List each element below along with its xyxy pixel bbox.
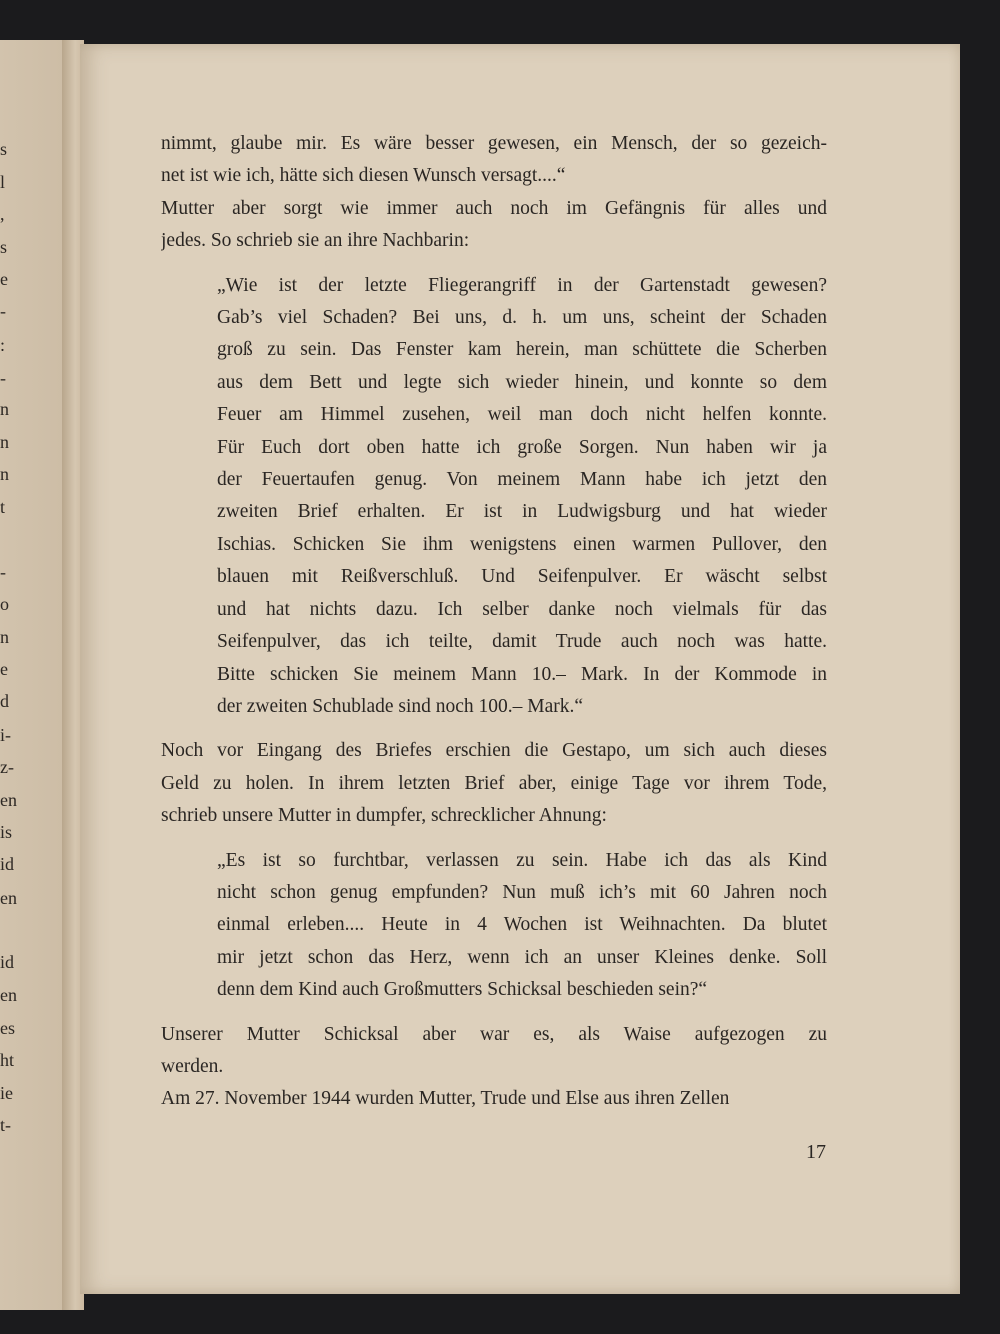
text-line: einmal erleben.... Heute in 4 Wochen ist Weihnachten. Da blutet [217,914,827,936]
quoted-letter [217,270,827,724]
text-line: werden. [161,1055,224,1077]
left-page-fragment: n [0,627,9,647]
text-line: Bitte schicken Sie meinem Mann 10.– Mark. In der Kommode in [217,663,827,685]
left-page-fragment: en [0,790,17,810]
left-page-fragment: en [0,888,17,908]
text-line: „Es ist so furchtbar, verlassen zu sein. Habe ich das als Kind [217,849,827,871]
left-page-fragment: id [0,854,15,874]
text-line: Am 27. November 1944 wurden Mutter, Trude und Else aus ihren Zellen [161,1088,730,1110]
text-line: Feuer am Himmel zusehen, weil man doch nicht helfen konnte. [217,404,827,426]
text-line: „Wie ist der letzte Fliegerangriff in der Gartenstadt gewesen? [217,274,827,296]
page-number: 17 [806,1141,826,1163]
left-page-fragment: i- [0,725,11,745]
text-line: aus dem Bett und legte sich wieder hinein, und konnte so dem [217,371,827,393]
paragraph [161,735,827,832]
text-line: nicht schon genug empfunden? Nun muß ich’s mit 60 Jahren noch [217,881,827,903]
text-line: Ischias. Schicken Sie ihm wenigstens einen warmen Pullover, den [217,533,827,555]
quoted-letter [217,845,827,1007]
text-line: denn dem Kind auch Großmutters Schicksal beschieden sein?“ [217,979,708,1001]
paragraph [161,193,827,258]
page-text [161,128,827,1116]
left-page-fragment: : [0,335,6,355]
text-line: Für Euch dort oben hatte ich große Sorgen. Nun haben wir ja [217,436,827,458]
text-line: und hat nichts dazu. Ich selber danke noch vielmals für das [217,598,827,620]
left-page-fragment: - [0,301,6,321]
left-page-fragment: e [0,269,8,289]
left-page-fragment: - [0,368,6,388]
text-line: der zweiten Schublade sind noch 100.– Mark.“ [217,695,584,717]
text-line: blauen mit Reißverschluß. Und Seifenpulver. Er wäscht selbst [217,566,827,588]
text-line: Mutter aber sorgt wie immer auch noch im Gefängnis für alles und [161,197,827,219]
text-line: jedes. So schrieb sie an ihre Nachbarin: [161,230,470,252]
text-line: der Feuertaufen genug. Von meinem Mann habe ich jetzt den [217,469,827,491]
left-page-fragment: n [0,464,9,484]
left-page-fragment: n [0,432,9,452]
spacer [161,833,827,845]
left-page-fragment: s [0,237,8,257]
left-page-fragment: e [0,659,8,679]
left-page-fragment: is [0,822,13,842]
left-page-fragment: o [0,594,9,614]
text-line: Geld zu holen. In ihrem letzten Brief aber, einige Tage vor ihrem Tode, [161,772,827,794]
left-page-fragment: ht [0,1050,15,1070]
spacer [161,723,827,735]
text-line: Seifenpulver, das ich teilte, damit Trude auch noch was hatte. [217,631,827,653]
text-line: schrieb unsere Mutter in dumpfer, schrecklicher Ahnung: [161,805,607,827]
paragraph [161,128,827,193]
text-line: Gab’s viel Schaden? Bei uns, d. h. um uns, scheint der Schaden [217,307,827,329]
left-page-fragment: s [0,139,8,159]
paragraph [161,1083,827,1115]
text-line: nimmt, glaube mir. Es wäre besser gewesen, ein Mensch, der so gezeich- [161,133,827,154]
spacer [161,1007,827,1019]
left-page-fragment: , [0,204,5,224]
left-page-fragment: d [0,691,9,711]
left-page-fragment: l [0,172,6,192]
left-page-fragment: t [0,497,6,517]
left-page-fragment: t- [0,1115,11,1135]
left-page-fragment: z- [0,757,14,777]
spacer [161,258,827,270]
left-page-fragment: id [0,952,15,972]
text-line: groß zu sein. Das Fenster kam herein, man schüttete die Scherben [217,339,827,361]
left-page-fragment: en [0,985,17,1005]
left-page-fragment: ie [0,1083,13,1103]
book-page [80,44,960,1294]
left-page-fragment: es [0,1018,15,1038]
left-page-fragment: - [0,562,6,582]
paragraph [161,1019,827,1084]
text-line: Noch vor Eingang des Briefes erschien die Gestapo, um sich auch dieses [161,740,827,762]
text-line: mir jetzt schon das Herz, wenn ich an unser Kleines denke. Soll [217,946,827,968]
text-line: net ist wie ich, hätte sich diesen Wunsch versagt....“ [161,165,566,187]
text-line: zweiten Brief erhalten. Er ist in Ludwigsburg und hat wieder [217,501,827,523]
text-line: Unserer Mutter Schicksal aber war es, als Waise aufgezogen zu [161,1023,827,1045]
left-page-fragment: n [0,399,9,419]
